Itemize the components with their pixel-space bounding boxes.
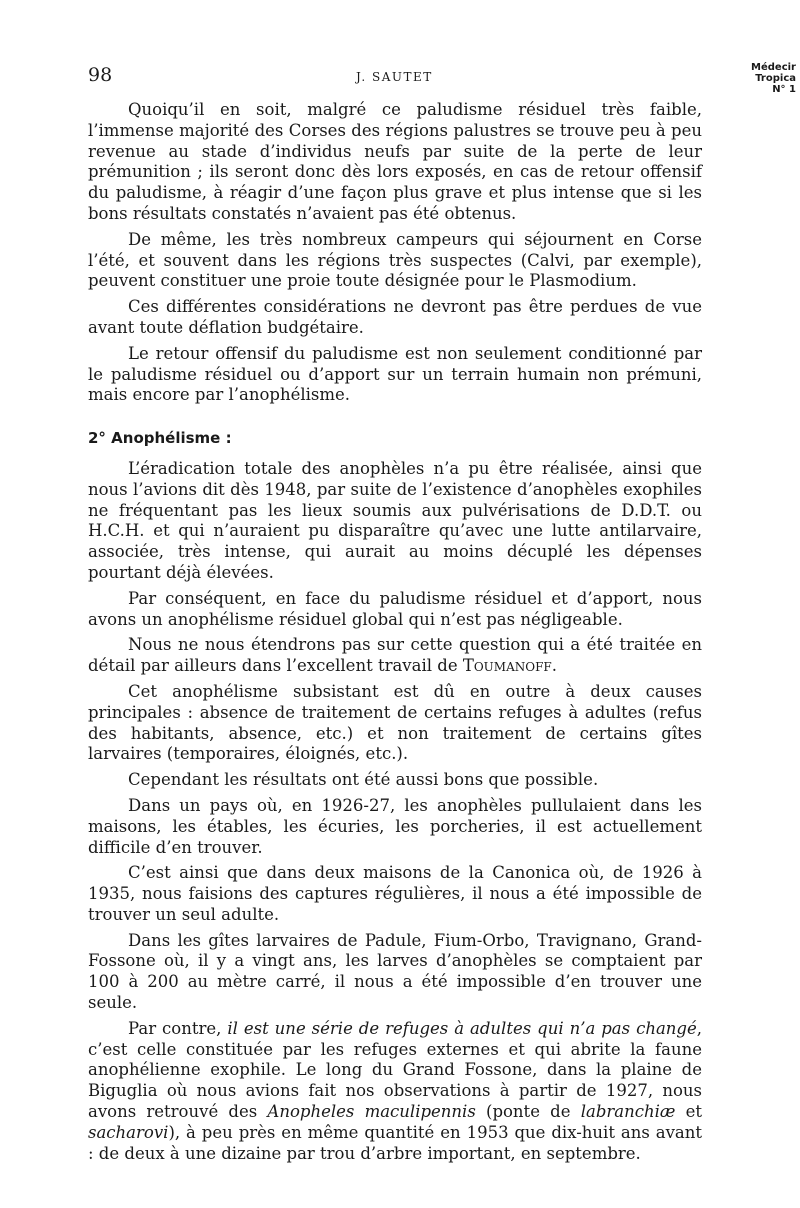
- page-number: 98: [88, 64, 113, 86]
- paragraph: [88, 459, 702, 584]
- italic-text: labranchiæ: [580, 1102, 676, 1122]
- italic-text: il est une série de refuges à adultes qui n’a pas changé: [227, 1018, 697, 1038]
- paragraph-group-anophelisme: [88, 459, 702, 1165]
- paragraph: [88, 1019, 702, 1165]
- paragraph-text: , c’est celle constituée par les refuges externes et qui abrite la faune anophélienne exophile. Le long du Grand Fossone, dans la plaine de Biguglia où nous avions fait nos observations à partir de 1927, nous avons retrouvé des: [88, 1018, 702, 1122]
- paragraph: [88, 796, 702, 858]
- paragraph: [88, 230, 702, 292]
- paragraph-text: L’éradication totale des anophèles n’a pu être réalisée, ainsi que nous l’avions dit dès 1948, par suite de l’existence d’anophèles exophiles ne fréquentant pas les lieux soumis aux pulvérisations de D.D.T. ou H.C.H. et qui n’auraient pu disparaître qu’avec une lutte antilarvaire, associée, très intense, qui aurait au moins décuplé les dépenses pourtant déjà élevées.: [88, 458, 702, 582]
- paragraph: [88, 931, 702, 1014]
- paragraph-text: Par conséquent, en face du paludisme résiduel et d’apport, nous avons un anophélisme résiduel global qui n’est pas négligeable.: [88, 588, 702, 629]
- paragraph-text: Quoiqu’il en soit, malgré ce paludisme résiduel très faible, l’immense majorité des Corses des régions palustres se trouve peu à peu revenue au stade d’individus neufs par suite de la perte de leur prémunition ; ils seront donc dès lors exposés, en cas de retour offensif du paludisme, à réagir d’une façon plus grave et plus intense que si les bons résultats constatés n’avaient pas été obtenus.: [88, 100, 702, 223]
- paragraph: [88, 344, 702, 406]
- journal-line: N° 1: [772, 84, 796, 95]
- paragraph-text: Cependant les résultats ont été aussi bons que possible.: [128, 770, 599, 790]
- body-text: [88, 100, 702, 1169]
- paragraph: [88, 100, 702, 225]
- paragraph-text: Ces différentes considérations ne devront pas être perdues de vue avant toute déflation budgétaire.: [88, 297, 702, 337]
- paragraph-text: Par contre,: [128, 1018, 228, 1038]
- paragraph: [88, 770, 702, 791]
- journal-label: [734, 62, 800, 95]
- paragraph-text: et: [675, 1102, 702, 1122]
- journal-line: Tropica: [755, 73, 796, 84]
- paragraph-text: Cet anophélisme subsistant est dû en outre à deux causes principales : absence de traitement de certains refuges à adultes (refus des habitants, absence, etc.) et non traitement de certains gîtes larvaires (temporaires, éloignés, etc.).: [88, 681, 702, 764]
- italic-text: sacharovi: [88, 1122, 169, 1142]
- paragraph: [88, 297, 702, 339]
- author-name: Toumanoff.: [462, 656, 557, 676]
- paragraph-text: Dans les gîtes larvaires de Padule, Fium-Orbo, Travignano, Grand-Fossone où, il y a vingt ans, les larves d’anophèles se comptaient par 100 à 200 au mètre carré, il nous a été impossible d’en trouver une seule.: [88, 930, 702, 1013]
- running-author: J. SAUTET: [356, 70, 433, 84]
- paragraph: [88, 863, 702, 925]
- journal-line: Médecir: [751, 62, 796, 73]
- paragraph: [88, 682, 702, 765]
- paragraph-group-intro: [88, 100, 702, 406]
- paragraph: [88, 589, 702, 631]
- italic-text: Anopheles maculipennis: [267, 1102, 476, 1122]
- paragraph-text: Le retour offensif du paludisme est non seulement conditionné par le paludisme résiduel ou d’apport sur un terrain humain non prémuni, mais encore par l’anophélisme.: [88, 343, 702, 405]
- paragraph: [88, 635, 702, 677]
- paragraph-text: (ponte de: [475, 1102, 581, 1122]
- paragraph-text: ), à peu près en même quantité en 1953 que dix-huit ans avant : de deux à une dizaine par trou d’arbre important, en septembre.: [88, 1122, 702, 1163]
- paragraph-text: Nous ne nous étendrons pas sur cette question qui a été traitée en détail par ailleurs dans l’excellent travail de: [88, 635, 702, 676]
- paragraph-text: De même, les très nombreux campeurs qui séjournent en Corse l’été, et souvent dans les régions très suspectes (Calvi, par exemple), peuvent constituer une proie toute désignée pour le Plasmodium.: [88, 229, 702, 291]
- paragraph-text: Dans un pays où, en 1926-27, les anophèles pullulaient dans les maisons, les étables, les écuries, les porcheries, il est actuellement difficile d’en trouver.: [88, 795, 702, 857]
- section-heading: 2° Anophélisme :: [88, 429, 232, 448]
- paragraph-text: C’est ainsi que dans deux maisons de la Canonica où, de 1926 à 1935, nous faisions des captures régulières, il nous a été impossible de trouver un seul adulte.: [88, 863, 702, 924]
